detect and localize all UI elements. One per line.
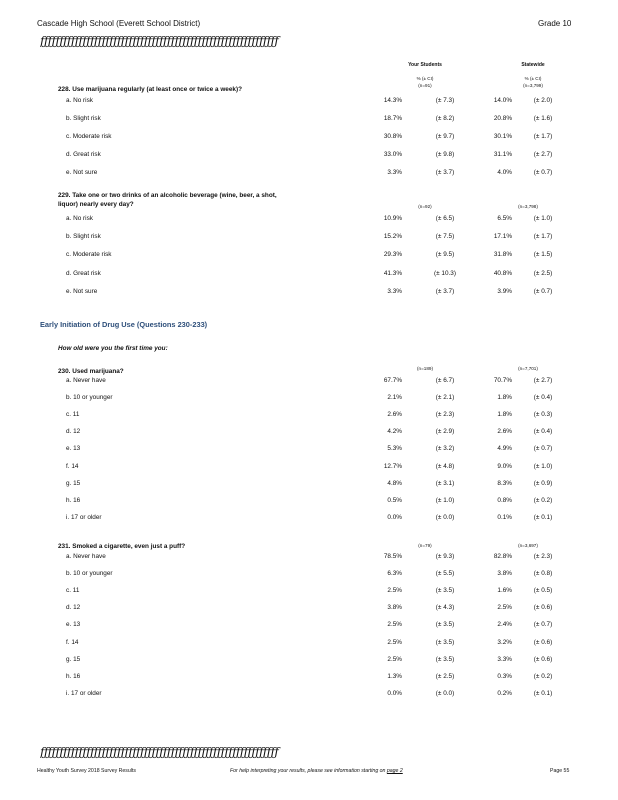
statewide-percent: 2.4% (497, 621, 512, 629)
statewide-ci: (± 0.7) (533, 445, 553, 453)
your-students-ci: (± 2.9) (435, 428, 455, 436)
your-students-percent: 2.5% (387, 587, 402, 595)
table-row (0, 133, 618, 143)
your-students-ci: (± 8.2) (435, 115, 455, 123)
answer-label: i. 17 or older (66, 689, 102, 697)
statewide-percent: 0.8% (497, 496, 512, 504)
statewide-percent: 4.9% (497, 445, 512, 453)
answer-label: b. Slight risk (66, 233, 101, 241)
your-students-ci: (± 3.1) (435, 479, 455, 487)
your-students-ci: (± 6.7) (435, 377, 455, 384)
your-students-percent: 78.5% (383, 553, 402, 560)
statewide-ci: (± 0.6) (533, 638, 553, 646)
statewide-ci: (± 1.7) (533, 133, 553, 141)
col-statewide-n: (n=3,799) (523, 83, 543, 88)
table-row (0, 115, 618, 125)
your-students-ci: (± 1.0) (435, 496, 455, 504)
footer-help-text (230, 768, 403, 774)
question-228-title: 228. Use marijuana regularly (at least once or twice a week)? (58, 86, 242, 93)
your-students-percent: 0.0% (387, 689, 402, 697)
statewide-ci: (± 0.2) (533, 496, 553, 504)
your-students-ci: (± 3.7) (435, 169, 455, 177)
answer-label: f. 14 (66, 638, 79, 646)
your-students-ci: (± 7.3) (435, 97, 455, 104)
question-231-n-statewide: (n=3,697) (518, 543, 538, 548)
your-students-ci: (± 2.5) (435, 672, 455, 680)
table-row (0, 428, 618, 438)
your-students-ci: (± 7.5) (435, 233, 455, 241)
answer-label: h. 16 (66, 496, 81, 504)
answer-label: b. 10 or younger (66, 570, 113, 578)
question-230-title: 230. Used marijuana? (58, 368, 124, 375)
section-subhead: How old were you the first time you: (58, 345, 168, 352)
your-students-ci: (± 9.3) (435, 553, 455, 560)
table-row (0, 251, 618, 261)
table-row (0, 639, 618, 649)
statewide-percent: 3.3% (497, 655, 512, 663)
your-students-percent: 15.2% (383, 233, 402, 241)
your-students-ci: (± 0.0) (435, 689, 455, 697)
bottom-rule: ƒƒƒƒƒƒƒƒƒƒƒƒƒƒƒƒƒƒƒƒƒƒƒƒƒƒƒƒƒƒƒƒƒƒƒƒƒƒƒƒƒƒƒƒƒƒƒƒƒƒƒƒƒƒƒƒƒƒƒƒƒƒ (40, 745, 279, 759)
statewide-ci: (± 0.6) (533, 655, 553, 663)
answer-label: g. 15 (66, 479, 81, 487)
col-your-students-title: Your Students (408, 62, 442, 68)
statewide-ci: (± 0.4) (533, 394, 553, 402)
your-students-ci: (± 5.5) (435, 570, 455, 578)
statewide-ci: (± 0.1) (533, 513, 553, 521)
your-students-percent: 4.2% (387, 428, 402, 436)
your-students-ci: (± 3.5) (435, 638, 455, 646)
table-row (0, 587, 618, 597)
col-statewide-title: Statewide (521, 62, 545, 68)
your-students-ci: (± 3.5) (435, 655, 455, 663)
answer-label: g. 15 (66, 655, 81, 663)
your-students-percent: 67.7% (383, 377, 402, 384)
answer-label: b. Slight risk (66, 115, 101, 123)
your-students-percent: 2.1% (387, 394, 402, 402)
table-row (0, 445, 618, 455)
statewide-ci: (± 0.2) (533, 672, 553, 680)
question-229-n-statewide: (n=3,798) (518, 204, 538, 209)
your-students-percent: 4.8% (387, 479, 402, 487)
answer-label: e. 13 (66, 621, 81, 629)
table-row (0, 377, 618, 387)
your-students-ci: (± 2.3) (435, 411, 455, 419)
your-students-percent: 6.3% (387, 570, 402, 578)
statewide-percent: 14.0% (493, 97, 512, 104)
statewide-ci: (± 0.7) (533, 169, 553, 177)
answer-label: i. 17 or older (66, 513, 102, 521)
statewide-percent: 9.0% (497, 462, 512, 470)
statewide-percent: 4.0% (497, 169, 512, 177)
statewide-ci: (± 0.5) (533, 587, 553, 595)
answer-label: e. Not sure (66, 287, 98, 295)
your-students-ci: (± 0.0) (435, 513, 455, 521)
statewide-ci: (± 1.0) (533, 215, 553, 222)
statewide-percent: 2.5% (497, 604, 512, 612)
footer-page-number: Page 55 (550, 768, 570, 774)
statewide-percent: 20.8% (493, 115, 512, 123)
table-row (0, 690, 618, 700)
table-row (0, 270, 618, 280)
statewide-ci: (± 1.0) (533, 462, 553, 470)
statewide-ci: (± 0.7) (533, 287, 553, 295)
your-students-percent: 3.3% (387, 287, 402, 295)
your-students-percent: 2.6% (387, 411, 402, 419)
answer-label: c. 11 (66, 587, 80, 595)
statewide-percent: 1.8% (497, 394, 512, 402)
answer-label: c. 11 (66, 411, 80, 419)
col-your-students-ci: % (± CI) (416, 76, 434, 81)
table-row (0, 288, 618, 298)
statewide-ci: (± 0.7) (533, 621, 553, 629)
answer-label: a. Never have (66, 553, 106, 560)
your-students-ci: (± 9.7) (435, 133, 455, 141)
question-231-title: 231. Smoked a cigarette, even just a puff? (58, 543, 186, 550)
your-students-ci: (± 3.5) (435, 587, 455, 595)
statewide-ci: (± 1.7) (533, 233, 553, 241)
your-students-percent: 2.5% (387, 638, 402, 646)
top-rule: ƒƒƒƒƒƒƒƒƒƒƒƒƒƒƒƒƒƒƒƒƒƒƒƒƒƒƒƒƒƒƒƒƒƒƒƒƒƒƒƒƒƒƒƒƒƒƒƒƒƒƒƒƒƒƒƒƒƒƒƒƒƒ (40, 34, 279, 48)
statewide-percent: 1.6% (497, 587, 512, 595)
your-students-ci: (± 4.3) (435, 604, 455, 612)
answer-label: e. 13 (66, 445, 81, 453)
your-students-percent: 30.8% (383, 133, 402, 141)
school-header: Cascade High School (Everett School District) (37, 19, 201, 28)
table-row (0, 233, 618, 243)
statewide-percent: 3.8% (497, 570, 512, 578)
section-title: Early Initiation of Drug Use (Questions 230-233) (40, 320, 208, 329)
your-students-percent: 10.9% (383, 215, 402, 222)
statewide-percent: 0.2% (497, 689, 512, 697)
table-row (0, 215, 618, 225)
answer-label: f. 14 (66, 462, 79, 470)
statewide-percent: 8.3% (497, 479, 512, 487)
your-students-percent: 29.3% (383, 251, 402, 259)
your-students-percent: 18.7% (383, 115, 402, 123)
your-students-ci: (± 2.1) (435, 394, 455, 402)
table-row (0, 97, 618, 107)
statewide-ci: (± 1.5) (533, 251, 553, 259)
your-students-ci: (± 3.5) (435, 621, 455, 629)
grade-label: Grade 10 (538, 19, 572, 28)
table-row (0, 570, 618, 580)
statewide-percent: 31.8% (493, 251, 512, 259)
statewide-ci: (± 0.6) (533, 604, 553, 612)
question-229-title-line1: 229. Take one or two drinks of an alcoholic beverage (wine, beer, a shot, (58, 192, 277, 199)
question-231-n-students: (n=79) (418, 543, 432, 548)
your-students-percent: 3.3% (387, 169, 402, 177)
answer-label: d. 12 (66, 604, 81, 612)
statewide-percent: 2.6% (497, 428, 512, 436)
your-students-percent: 0.0% (387, 513, 402, 521)
table-row (0, 553, 618, 563)
statewide-percent: 1.8% (497, 411, 512, 419)
question-229-title-line2: liquor) nearly every day? (58, 201, 134, 208)
your-students-percent: 2.5% (387, 655, 402, 663)
table-row (0, 480, 618, 490)
statewide-percent: 40.8% (493, 269, 512, 277)
statewide-ci: (± 0.3) (533, 411, 553, 419)
your-students-ci: (± 6.5) (435, 215, 455, 222)
table-row (0, 411, 618, 421)
statewide-ci: (± 2.0) (533, 97, 553, 104)
table-row (0, 463, 618, 473)
answer-label: a. No risk (66, 97, 93, 104)
answer-label: d. Great risk (66, 151, 101, 159)
your-students-ci: (± 10.3) (434, 269, 456, 277)
col-your-students-n: (n=91) (418, 83, 432, 88)
answer-label: d. 12 (66, 428, 81, 436)
footer-survey-name: Healthy Youth Survey 2018 Survey Results (37, 768, 136, 774)
your-students-percent: 33.0% (383, 151, 402, 159)
your-students-ci: (± 9.8) (435, 151, 455, 159)
footer-help-link[interactable]: page 2 (386, 768, 403, 774)
statewide-percent: 31.1% (493, 151, 512, 159)
question-229-n-students: (n=92) (418, 204, 432, 209)
statewide-percent: 0.1% (497, 513, 512, 521)
col-statewide-ci: % (± CI) (524, 76, 542, 81)
question-230-n-students: (n=189) (417, 366, 433, 371)
answer-label: b. 10 or younger (66, 394, 113, 402)
statewide-ci: (± 0.8) (533, 570, 553, 578)
statewide-percent: 3.9% (497, 287, 512, 295)
your-students-ci: (± 9.5) (435, 251, 455, 259)
table-row (0, 656, 618, 666)
table-row (0, 169, 618, 179)
statewide-percent: 6.5% (497, 215, 512, 222)
table-row (0, 621, 618, 631)
your-students-percent: 1.3% (387, 672, 402, 680)
table-row (0, 604, 618, 614)
answer-label: c. Moderate risk (66, 251, 112, 259)
statewide-ci: (± 2.7) (533, 377, 553, 384)
statewide-ci: (± 2.3) (533, 553, 553, 560)
statewide-ci: (± 0.4) (533, 428, 553, 436)
your-students-percent: 3.8% (387, 604, 402, 612)
your-students-percent: 0.5% (387, 496, 402, 504)
answer-label: h. 16 (66, 672, 81, 680)
your-students-percent: 2.5% (387, 621, 402, 629)
your-students-ci: (± 4.8) (435, 462, 455, 470)
statewide-percent: 30.1% (493, 133, 512, 141)
answer-label: a. Never have (66, 377, 106, 384)
your-students-percent: 41.3% (383, 269, 402, 277)
your-students-percent: 12.7% (383, 462, 402, 470)
statewide-percent: 0.3% (497, 672, 512, 680)
answer-label: a. No risk (66, 215, 93, 222)
table-row (0, 514, 618, 524)
your-students-percent: 5.3% (387, 445, 402, 453)
statewide-percent: 3.2% (497, 638, 512, 646)
answer-label: c. Moderate risk (66, 133, 112, 141)
statewide-ci: (± 1.6) (533, 115, 553, 123)
statewide-ci: (± 0.1) (533, 689, 553, 697)
answer-label: e. Not sure (66, 169, 98, 177)
statewide-percent: 82.8% (493, 553, 512, 560)
statewide-ci: (± 2.7) (533, 151, 553, 159)
your-students-ci: (± 3.7) (435, 287, 455, 295)
your-students-ci: (± 3.2) (435, 445, 455, 453)
your-students-percent: 14.3% (383, 97, 402, 104)
footer-help-prefix: For help interpreting your results, please see information starting on (230, 768, 387, 774)
table-row (0, 497, 618, 507)
statewide-percent: 70.7% (493, 377, 512, 384)
answer-label: d. Great risk (66, 269, 101, 277)
statewide-percent: 17.1% (493, 233, 512, 241)
table-row (0, 394, 618, 404)
statewide-ci: (± 2.5) (533, 269, 553, 277)
table-row (0, 151, 618, 161)
table-row (0, 673, 618, 683)
statewide-ci: (± 0.9) (533, 479, 553, 487)
question-230-n-statewide: (n=7,701) (518, 366, 538, 371)
